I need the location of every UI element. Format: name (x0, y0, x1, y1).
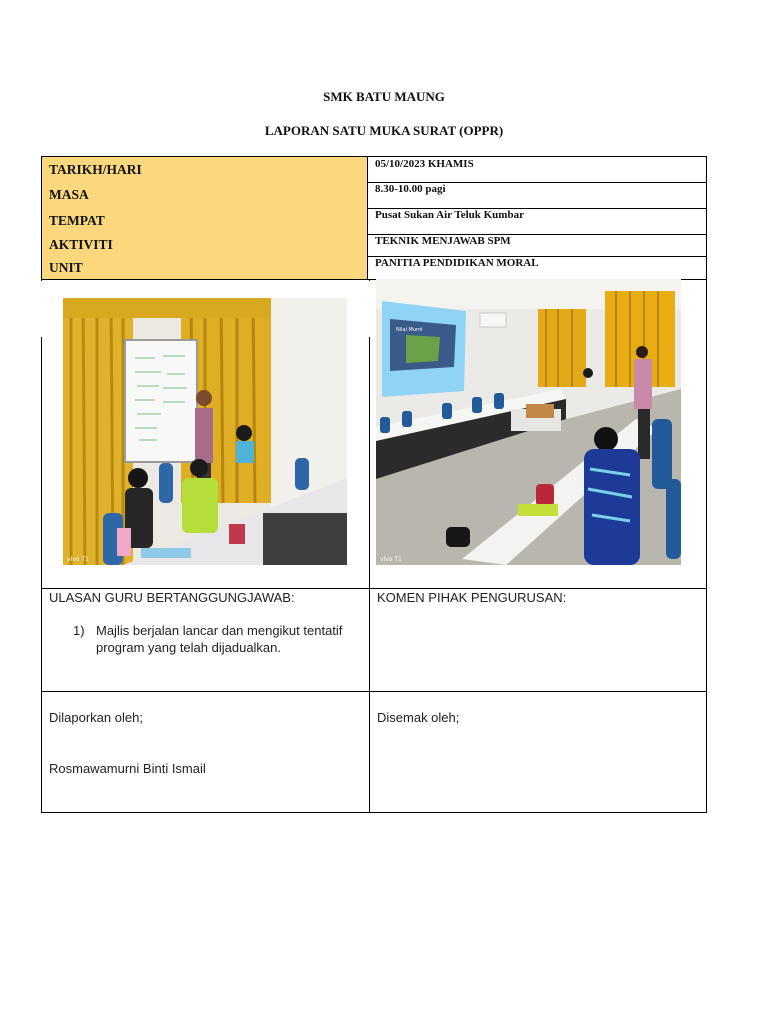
report-title-school: SMK BATU MAUNG (323, 89, 445, 104)
report-title: LAPORAN SATU MUKA SURAT (OPPR) (264, 123, 504, 138)
info-value: 05/10/2023 KHAMIS (368, 156, 707, 183)
info-label: MASA (41, 182, 368, 209)
info-row-place (41, 208, 707, 235)
info-row-date (41, 156, 707, 183)
info-label: TEMPAT (41, 208, 368, 235)
checked-by-label: Disemak oleh; (377, 710, 460, 725)
info-value: 8.30-10.00 pagi (368, 182, 707, 209)
event-photo-left (63, 298, 347, 565)
teacher-review-cell (41, 588, 370, 692)
info-value: Pusat Sukan Air Teluk Kumbar (368, 208, 707, 235)
teacher-review-header: ULASAN GURU BERTANGGUNGJAWAB: (49, 590, 295, 605)
checked-by-cell (369, 691, 707, 813)
reporter-name: Rosmawamurni Binti Ismail (49, 761, 206, 776)
photo-watermark: vivo T1 (67, 556, 89, 563)
management-comment-cell (369, 588, 707, 692)
info-value: PANITIA PENDIDIKAN MORAL (368, 256, 707, 280)
event-photo-right (376, 279, 681, 565)
info-row-unit (41, 256, 707, 280)
info-value: TEKNIK MENJAWAB SPM (368, 234, 707, 257)
info-label: TARIKH/HARI (41, 156, 368, 183)
review-item-text: Majlis berjalan lancar dan mengikut tentatif program yang telah dijadualkan. (96, 623, 343, 655)
review-item-number: 1) (73, 623, 85, 638)
reported-by-label: Dilaporkan oleh; (49, 710, 143, 725)
info-row-time (41, 182, 707, 209)
management-comment-header: KOMEN PIHAK PENGURUSAN: (377, 590, 567, 605)
photo-watermark: vivo T1 (380, 556, 402, 563)
reported-by-cell (41, 691, 370, 813)
screen-heading: Nilai Murni (396, 327, 423, 333)
info-label: UNIT (41, 256, 368, 280)
info-row-activity (41, 234, 707, 257)
info-label: AKTIVITI (41, 234, 368, 257)
